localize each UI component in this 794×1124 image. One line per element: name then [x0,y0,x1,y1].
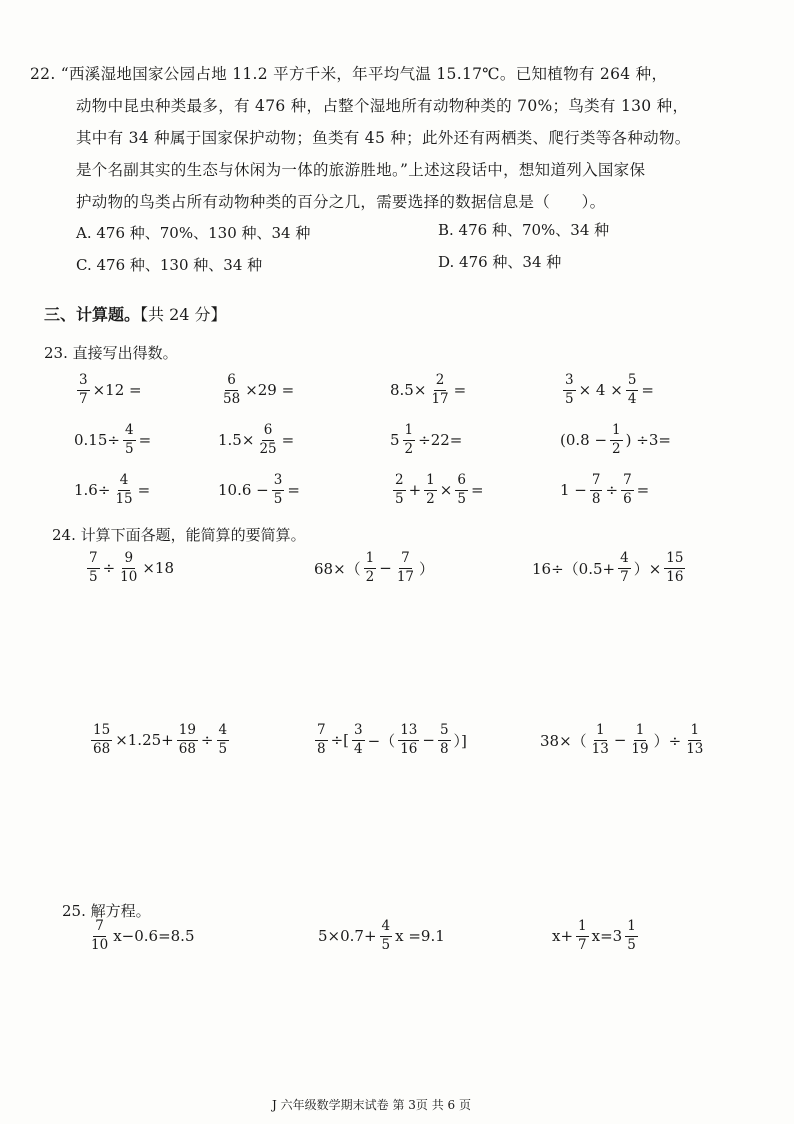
q23-expr-6: 1.5× $\frac{6}{25}$ = [218,422,295,457]
fraction: $\frac{7}{17}$ [396,550,415,585]
fraction: $\frac{1}{13}$ [686,722,704,757]
fraction: $\frac{4}{5}$ [124,422,134,457]
q25-equation-2: 5×0.7+ $\frac{4}{5}$ x =9.1 [318,918,445,953]
q22-option-a: A. 476 种、70%、130 种、34 种 [76,224,311,242]
q22-line-3: 其中有 34 种属于国家保护动物；鱼类有 45 种；此外还有两栖类、爬行类等各种动物。 [76,129,691,147]
q23-expr-5: 0.15÷ $\frac{4}{5}$ = [74,422,152,457]
q24-expr-5: $\frac{7}{8}$ ÷[ $\frac{3}{4}$ −（ $\frac{13}{16}$ − $\frac{5}{8}$ ）] [317,722,467,757]
fraction: $\frac{7}{8}$ [591,472,601,507]
q22-line-4: 是个名副其实的生态与休闲为一体的旅游胜地。”上述这段话中，想知道列入国家保 [76,161,646,179]
fraction: $\frac{4}{5}$ [218,722,228,757]
fraction: $\frac{1}{2}$ [612,422,621,457]
q24-expr-3: 16÷（0.5+ $\frac{4}{7}$ ）× $\frac{15}{16}$ [532,550,684,585]
fraction: $\frac{1}{19}$ [631,722,649,757]
fraction: $\frac{2}{5}$ [395,472,404,507]
fraction: $\frac{15}{68}$ [93,722,111,757]
fraction: $\frac{1}{5}$ [627,918,636,953]
q23-expr-11: $\frac{2}{5}$ + $\frac{1}{2}$ × $\frac{6}{5}$ = [395,472,484,507]
q22-line-1: 22. “西溪湿地国家公园占地 11.2 平方千米，年平均气温 15.17℃。已知植物有 264 种， [30,65,668,83]
q24-expr-1: $\frac{7}{5}$ ÷ $\frac{9}{10}$ ×18 [89,550,175,585]
fraction: $\frac{6}{25}$ [259,422,277,457]
fraction: $\frac{7}{6}$ [623,472,632,507]
fraction: $\frac{2}{17}$ [431,372,449,407]
section-title: 三、计算题。 [44,305,141,324]
fraction: $\frac{19}{68}$ [178,722,196,757]
fraction: $\frac{3}{7}$ [79,372,88,407]
fraction: $\frac{7}{8}$ [317,722,326,757]
fraction: $\frac{3}{4}$ [354,722,363,757]
q22-line-2: 动物中昆虫种类最多，有 476 种，占整个湿地所有动物种类的 70%；鸟类有 130 种， [76,97,689,115]
q23-expr-2: $\frac{6}{58}$ ×29 = [223,372,295,407]
q23-expr-8: (0.8 − $\frac{1}{2}$ ) ÷3= [560,422,671,457]
fraction: $\frac{15}{16}$ [666,550,684,585]
q23-expr-7: 5 $\frac{1}{2}$ ÷22= [390,422,463,457]
q22-line-5: 护动物的鸟类占所有动物种类的百分之几，需要选择的数据信息是（ ）。 [76,193,606,211]
fraction: $\frac{1}{2}$ [365,550,375,585]
fraction: $\frac{13}{16}$ [400,722,418,757]
q24-expr-6: 38×（ $\frac{1}{13}$ − $\frac{1}{19}$ ）÷ $\frac{1}{13}$ [540,722,704,757]
fraction: $\frac{6}{58}$ [223,372,241,407]
fraction: $\frac{6}{5}$ [457,472,466,507]
fraction: $\frac{4}{15}$ [115,472,133,507]
q23-expr-4: $\frac{3}{5}$ × 4 × $\frac{5}{4}$ = [565,372,654,407]
fraction: $\frac{1}{2}$ [426,472,435,507]
fraction: $\frac{7}{10}$ [91,918,109,953]
q22-option-d: D. 476 种、34 种 [438,253,562,271]
fraction: $\frac{1}{13}$ [591,722,609,757]
q23-label: 23. 直接写出得数。 [44,344,178,362]
fraction: $\frac{1}{7}$ [578,918,587,953]
q23-expr-1: $\frac{3}{7}$ ×12 = [79,372,142,407]
section-points: 【共 24 分】 [140,305,227,324]
fraction: $\frac{3}{5}$ [565,372,574,407]
q22-option-b: B. 476 种、70%、34 种 [438,221,610,239]
fraction: $\frac{5}{4}$ [627,372,637,407]
q23-expr-3: 8.5× $\frac{2}{17}$ = [390,372,467,407]
q24-expr-4: $\frac{15}{68}$ ×1.25+ $\frac{19}{68}$ ÷ $\frac{4}{5}$ [93,722,228,757]
q23-expr-10: 10.6 − $\frac{3}{5}$ = [218,472,300,507]
mixed-number: 5 $\frac{1}{2}$ [390,422,414,457]
fraction: $\frac{4}{7}$ [620,550,629,585]
fraction: $\frac{3}{5}$ [273,472,283,507]
page-footer: J 六年级数学期末试卷 第 3页 共 6 页 [272,1098,471,1112]
fraction: $\frac{9}{10}$ [120,550,138,585]
q23-expr-12: 1 − $\frac{7}{8}$ ÷ $\frac{7}{6}$ = [560,472,650,507]
q23-expr-9: 1.6÷ $\frac{4}{15}$ = [74,472,151,507]
q25-equation-3: x+ $\frac{1}{7}$ x=3 $\frac{1}{5}$ [552,918,636,953]
q25-equation-1: $\frac{7}{10}$ x−0.6=8.5 [91,918,195,953]
fraction: $\frac{5}{8}$ [439,722,449,757]
q24-label: 24. 计算下面各题，能简算的要简算。 [52,526,306,544]
q25-label: 25. 解方程。 [62,902,151,920]
fraction: $\frac{4}{5}$ [381,918,391,953]
q24-expr-2: 68×（ $\frac{1}{2}$ − $\frac{7}{17}$ ） [314,550,435,585]
fraction: $\frac{7}{5}$ [89,550,98,585]
section-heading [44,302,227,325]
q22-option-c: C. 476 种、130 种、34 种 [76,256,263,274]
